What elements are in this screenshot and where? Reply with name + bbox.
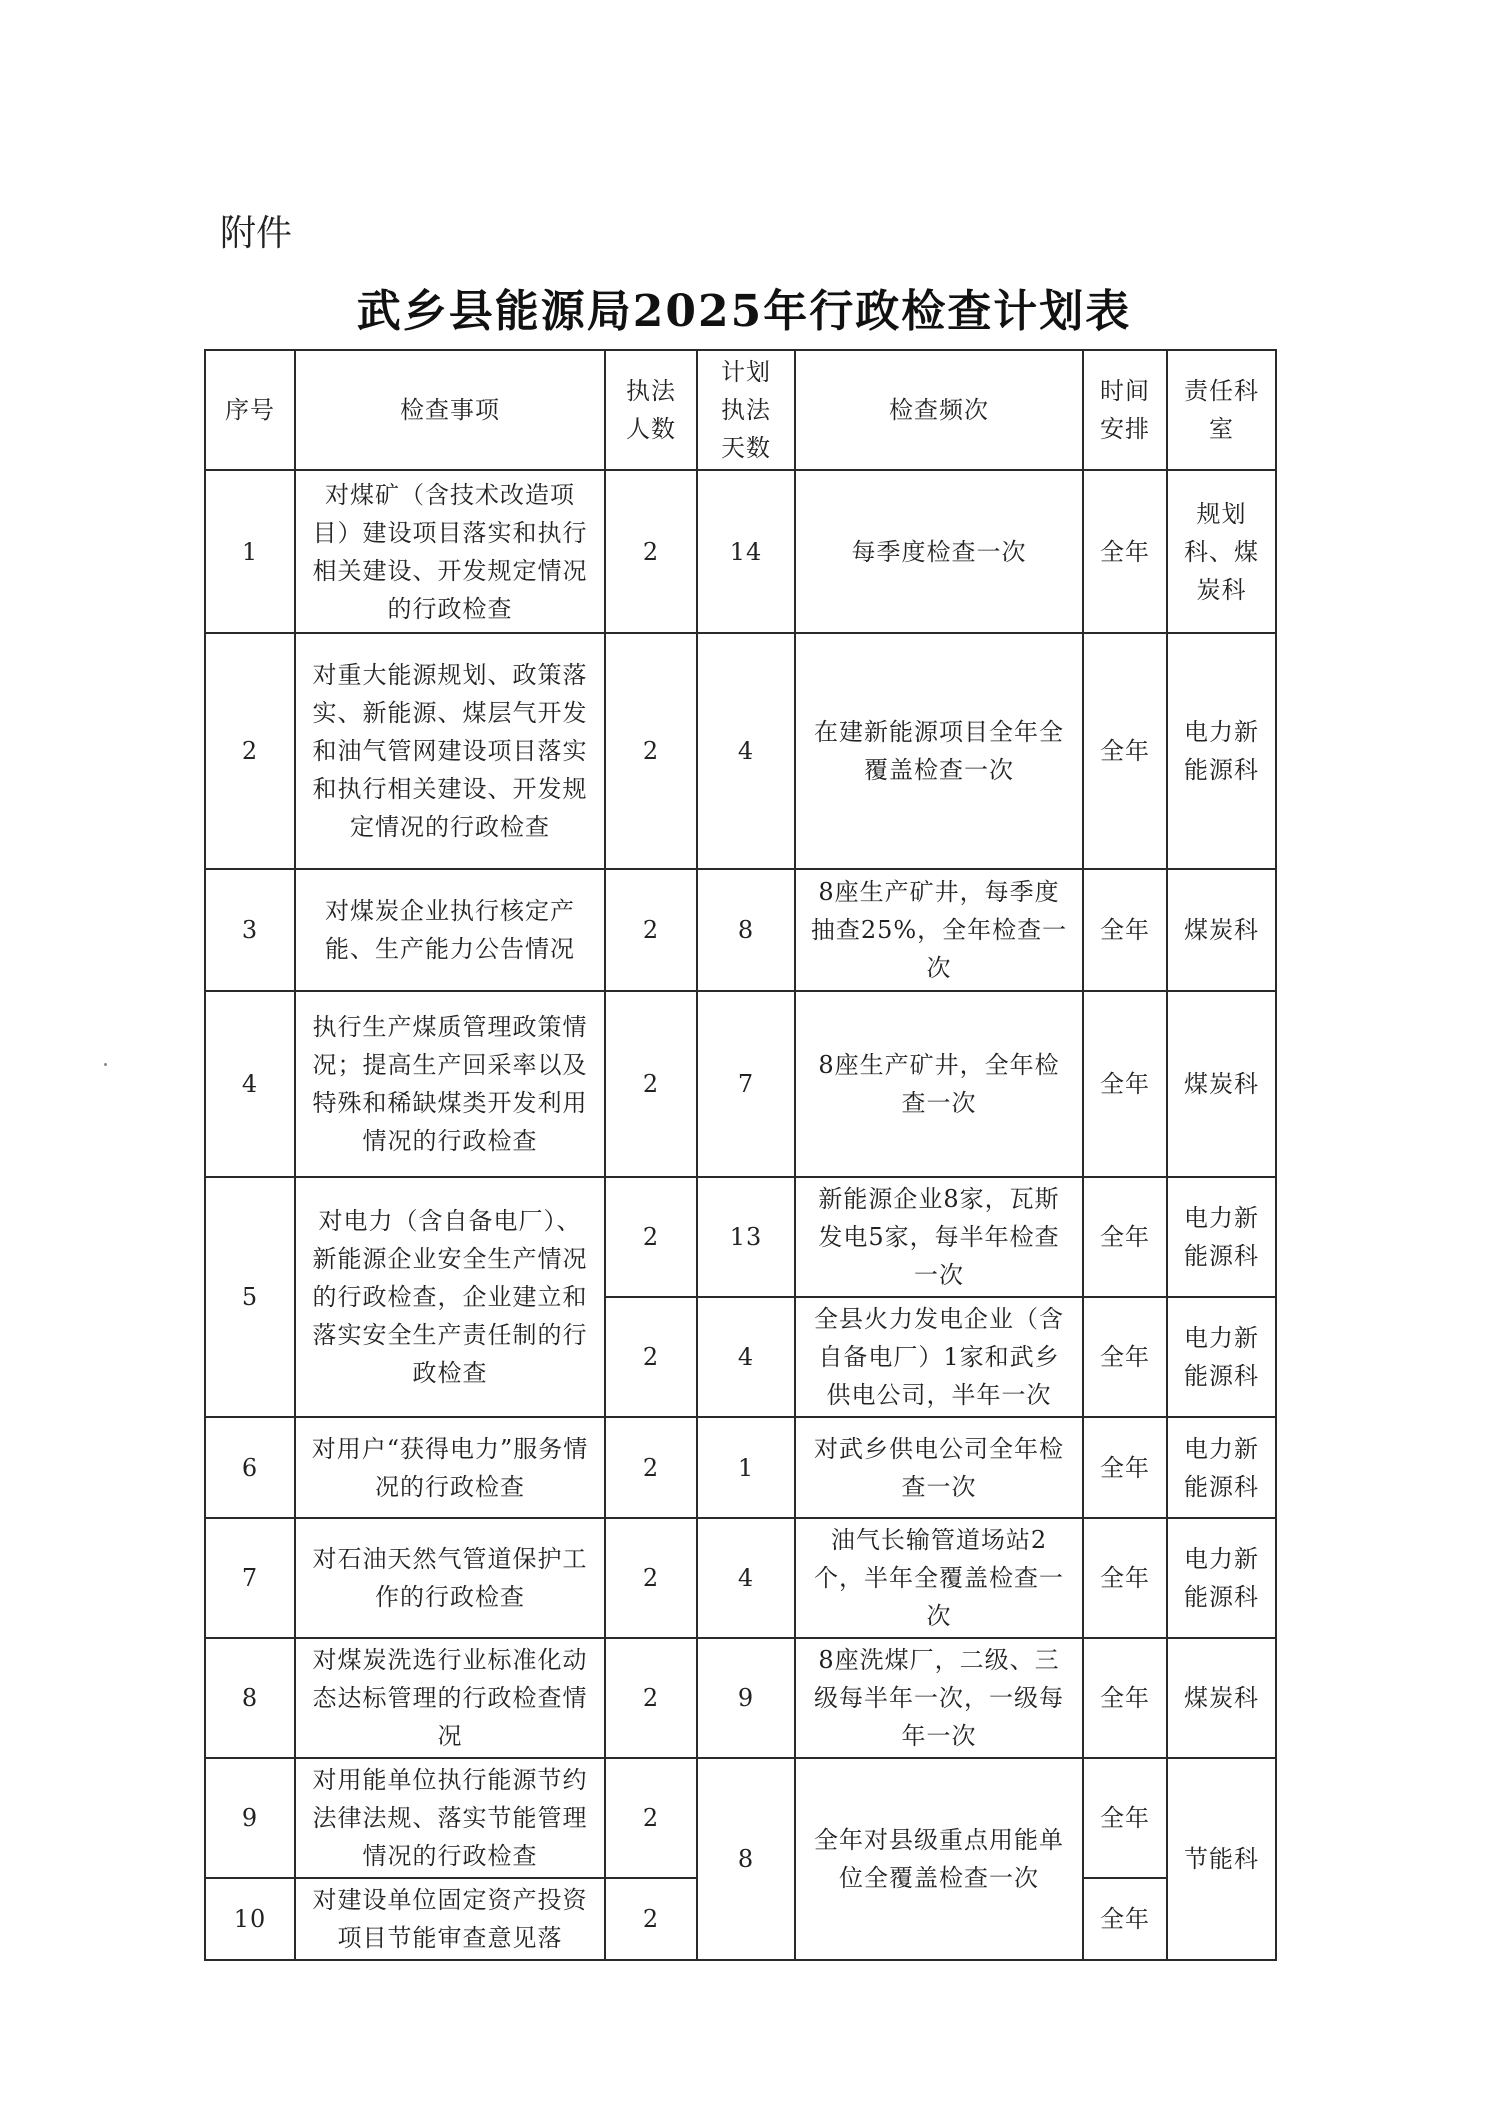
table-row xyxy=(205,633,1276,869)
cell-days: 9 xyxy=(697,1638,795,1758)
cell-people: 2 xyxy=(605,1417,697,1518)
cell-people: 2 xyxy=(605,1758,697,1878)
cell-dept: 煤炭科 xyxy=(1167,991,1276,1177)
inspection-plan-table xyxy=(204,349,1277,1961)
cell-time: 全年 xyxy=(1083,1417,1167,1518)
table-header-row xyxy=(205,350,1276,470)
cell-people: 2 xyxy=(605,470,697,633)
cell-item: 对重大能源规划、政策落实、新能源、煤层气开发和油气管网建设项目落实和执行相关建设、开发规定情况的行政检查 xyxy=(295,633,605,869)
cell-time: 全年 xyxy=(1083,1638,1167,1758)
table-row xyxy=(205,1638,1276,1758)
cell-people: 2 xyxy=(605,1177,697,1297)
header-freq: 检查频次 xyxy=(795,350,1083,470)
cell-days: 4 xyxy=(697,633,795,869)
cell-no: 2 xyxy=(205,633,295,869)
cell-dept: 节能科 xyxy=(1167,1758,1276,1960)
cell-time: 全年 xyxy=(1083,869,1167,991)
cell-time: 全年 xyxy=(1083,633,1167,869)
cell-days: 13 xyxy=(697,1177,795,1297)
cell-freq: 全县火力发电企业（含自备电厂）1家和武乡供电公司，半年一次 xyxy=(795,1297,1083,1417)
cell-no: 8 xyxy=(205,1638,295,1758)
table-row xyxy=(205,1177,1276,1297)
cell-people: 2 xyxy=(605,991,697,1177)
cell-dept: 规划科、煤炭科 xyxy=(1167,470,1276,633)
cell-days: 7 xyxy=(697,991,795,1177)
table-row xyxy=(205,869,1276,991)
cell-item: 对电力（含自备电厂）、新能源企业安全生产情况的行政检查，企业建立和落实安全生产责任制的行政检查 xyxy=(295,1177,605,1417)
table-row xyxy=(205,1758,1276,1878)
cell-time: 全年 xyxy=(1083,991,1167,1177)
header-dept: 责任科室 xyxy=(1167,350,1276,470)
cell-dept: 电力新能源科 xyxy=(1167,633,1276,869)
cell-item: 执行生产煤质管理政策情况；提高生产回采率以及特殊和稀缺煤类开发利用情况的行政检查 xyxy=(295,991,605,1177)
cell-people: 2 xyxy=(605,869,697,991)
cell-dept: 煤炭科 xyxy=(1167,869,1276,991)
cell-time: 全年 xyxy=(1083,1758,1167,1878)
cell-dept: 电力新能源科 xyxy=(1167,1177,1276,1297)
cell-days: 8 xyxy=(697,869,795,991)
scan-speck xyxy=(104,1063,107,1066)
cell-days: 14 xyxy=(697,470,795,633)
cell-item: 对用户“获得电力”服务情况的行政检查 xyxy=(295,1417,605,1518)
cell-item: 对建设单位固定资产投资项目节能审查意见落 xyxy=(295,1878,605,1960)
cell-time: 全年 xyxy=(1083,1297,1167,1417)
header-days: 计划执法天数 xyxy=(697,350,795,470)
cell-freq: 8座生产矿井，每季度抽查25%，全年检查一次 xyxy=(795,869,1083,991)
cell-dept: 电力新能源科 xyxy=(1167,1518,1276,1638)
cell-people: 2 xyxy=(605,1518,697,1638)
cell-days: 4 xyxy=(697,1297,795,1417)
cell-no: 6 xyxy=(205,1417,295,1518)
cell-time: 全年 xyxy=(1083,470,1167,633)
cell-dept: 电力新能源科 xyxy=(1167,1417,1276,1518)
header-time: 时间安排 xyxy=(1083,350,1167,470)
table-row xyxy=(205,1518,1276,1638)
cell-item: 对用能单位执行能源节约法律法规、落实节能管理情况的行政检查 xyxy=(295,1758,605,1878)
cell-dept: 煤炭科 xyxy=(1167,1638,1276,1758)
cell-freq: 全年对县级重点用能单位全覆盖检查一次 xyxy=(795,1758,1083,1960)
header-item: 检查事项 xyxy=(295,350,605,470)
cell-freq: 对武乡供电公司全年检查一次 xyxy=(795,1417,1083,1518)
cell-time: 全年 xyxy=(1083,1878,1167,1960)
cell-freq: 油气长输管道场站2个，半年全覆盖检查一次 xyxy=(795,1518,1083,1638)
cell-freq: 新能源企业8家，瓦斯发电5家，每半年检查一次 xyxy=(795,1177,1083,1297)
cell-time: 全年 xyxy=(1083,1518,1167,1638)
cell-people: 2 xyxy=(605,1878,697,1960)
cell-dept: 电力新能源科 xyxy=(1167,1297,1276,1417)
table-row xyxy=(205,470,1276,633)
table-row xyxy=(205,991,1276,1177)
cell-days: 4 xyxy=(697,1518,795,1638)
header-no: 序号 xyxy=(205,350,295,470)
cell-freq: 8座洗煤厂，二级、三级每半年一次，一级每年一次 xyxy=(795,1638,1083,1758)
cell-no: 1 xyxy=(205,470,295,633)
cell-no: 3 xyxy=(205,869,295,991)
cell-people: 2 xyxy=(605,1638,697,1758)
cell-no: 4 xyxy=(205,991,295,1177)
table-row xyxy=(205,1417,1276,1518)
header-people: 执法人数 xyxy=(605,350,697,470)
cell-item: 对煤炭洗选行业标准化动态达标管理的行政检查情况 xyxy=(295,1638,605,1758)
document-title: 武乡县能源局2025年行政检查计划表 xyxy=(356,286,1132,337)
cell-item: 对煤矿（含技术改造项目）建设项目落实和执行相关建设、开发规定情况的行政检查 xyxy=(295,470,605,633)
cell-days: 8 xyxy=(697,1758,795,1960)
cell-item: 对石油天然气管道保护工作的行政检查 xyxy=(295,1518,605,1638)
cell-no: 7 xyxy=(205,1518,295,1638)
cell-freq: 8座生产矿井，全年检查一次 xyxy=(795,991,1083,1177)
cell-item: 对煤炭企业执行核定产能、生产能力公告情况 xyxy=(295,869,605,991)
cell-days: 1 xyxy=(697,1417,795,1518)
cell-freq: 每季度检查一次 xyxy=(795,470,1083,633)
cell-time: 全年 xyxy=(1083,1177,1167,1297)
cell-no: 5 xyxy=(205,1177,295,1417)
cell-people: 2 xyxy=(605,1297,697,1417)
cell-no: 10 xyxy=(205,1878,295,1960)
attachment-label: 附件 xyxy=(220,213,293,254)
cell-people: 2 xyxy=(605,633,697,869)
cell-freq: 在建新能源项目全年全覆盖检查一次 xyxy=(795,633,1083,869)
cell-no: 9 xyxy=(205,1758,295,1878)
